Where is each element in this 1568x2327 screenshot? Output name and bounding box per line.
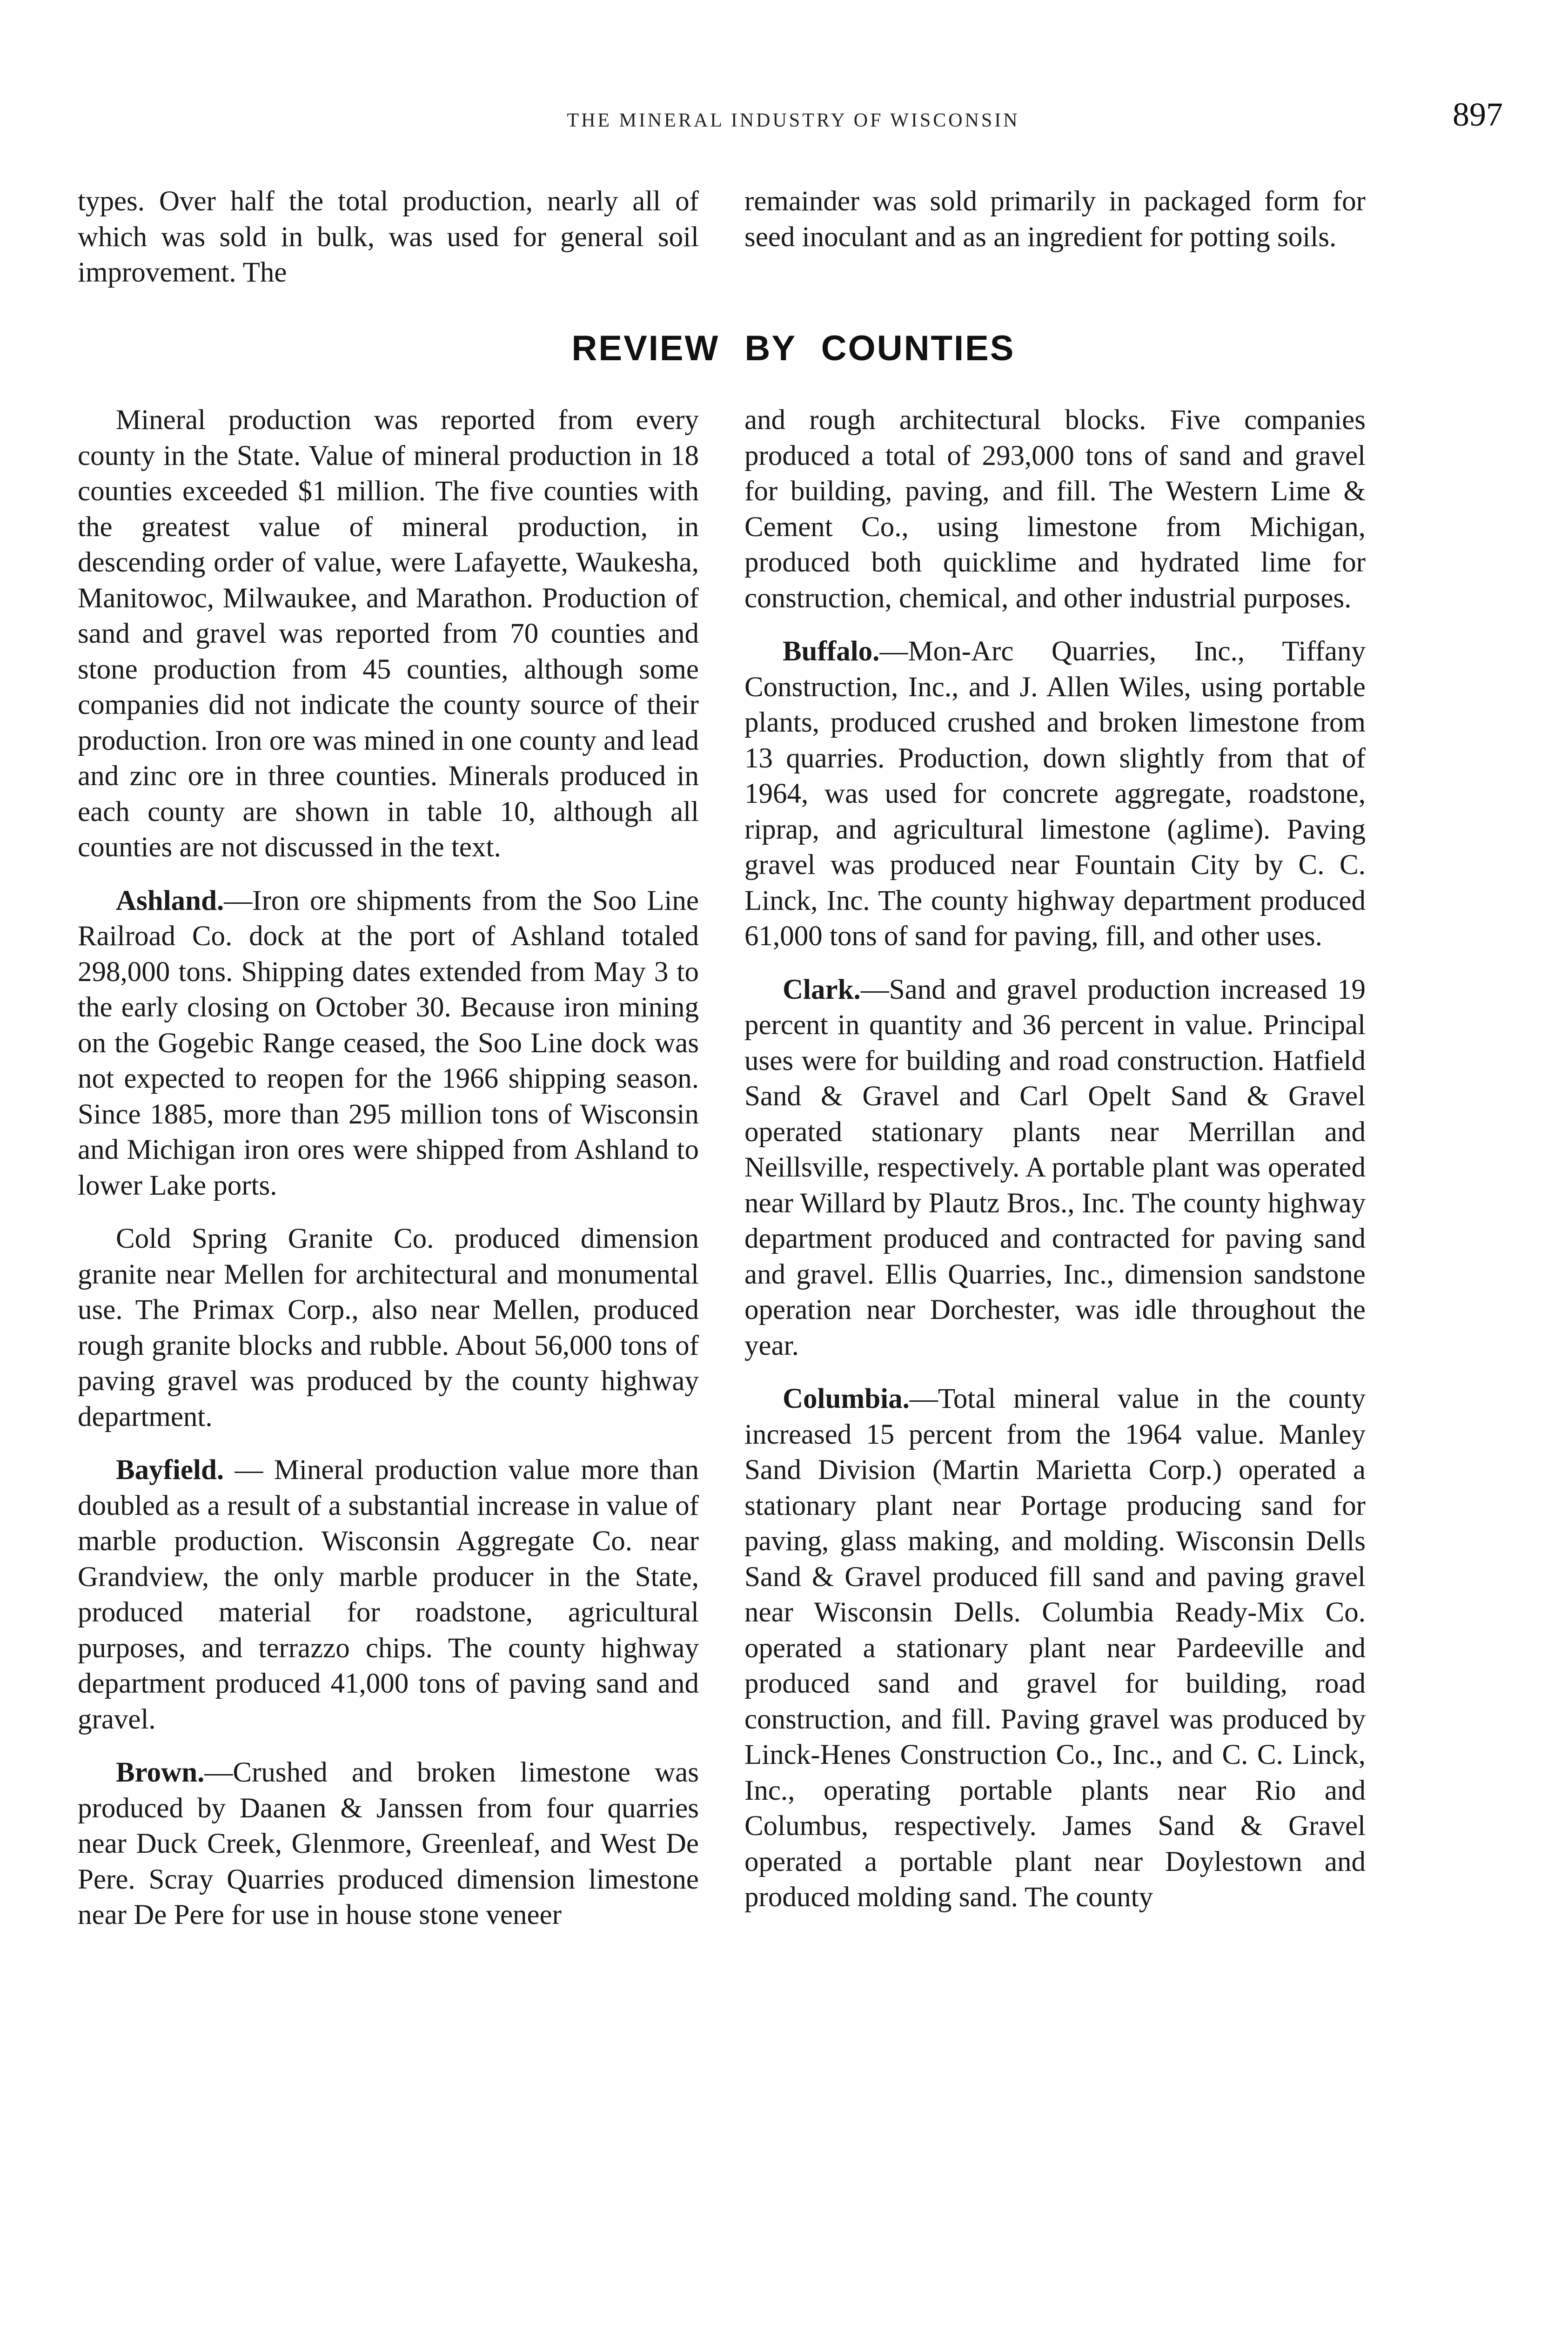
columbia-text: —Total mineral value in the county increased 15 percent from the 1964 value. Manley Sand Division (Martin Marietta Corp.) operated a stationary plant near Portage producing sand for paving, glass making, and molding. Wisconsin Dells Sand & Gravel produced fill sand and paving gravel near Wisconsin Dells. Columbia Ready-Mix Co. operated a stationary plant near Pardeeville and produced sand and gravel for building, road construction, and fill. Paving gravel was produced by Linck-Henes Construction Co., Inc., and C. C. Linck, Inc., operating portable plants near Rio and Columbus, respectively. James Sand & Gravel operated a portable plant near Doylestown and produced molding sand. The county — [744, 1383, 1366, 1913]
running-head: THE MINERAL INDUSTRY OF WISCONSIN — [567, 110, 1020, 131]
intro-left-paragraph: types. Over half the total production, nearly all of which was sold in bulk, was used for general soil improvement. The — [78, 186, 699, 288]
county-name-bayfield: Bayfield. — [116, 1454, 224, 1486]
intro-right-column — [744, 184, 1366, 255]
left-column — [78, 403, 699, 1933]
overview-paragraph: Mineral production was reported from every county in the State. Value of mineral production in 18 counties exceeded $1 million. The five counties with the greatest value of mineral production, in descending order of value, were Lafayette, Waukesha, Manitowoc, Milwaukee, and Marathon. Production of sand and gravel was reported from 70 counties and stone production from 45 counties, although some companies did not indicate the county source of their production. Iron ore was mined in one county and lead and zinc ore in three counties. Minerals produced in each county are shown in table 10, although all counties are not discussed in the text. — [78, 404, 699, 863]
intro-right-paragraph: remainder was sold primarily in packaged form for seed inoculant and as an ingredient for potting soils. — [744, 186, 1366, 253]
page-number: 897 — [1453, 96, 1503, 133]
county-name-brown: Brown. — [116, 1757, 205, 1788]
section-title: REVIEW BY COUNTIES — [571, 329, 1015, 368]
buffalo-text: —Mon-Arc Quarries, Inc., Tiffany Construction, Inc., and J. Allen Wiles, using portable plants, produced crushed and broken limestone from 13 quarries. Production, down slightly from that of 1964, was used for concrete aggregate, roadstone, riprap, and agricultural limestone (aglime). Paving gravel was produced near Fountain City by C. C. Linck, Inc. The county highway department produced 61,000 tons of sand for paving, fill, and other uses. — [744, 636, 1366, 952]
brown-text: —Crushed and broken limestone was produced by Daanen & Janssen from four quarries near Duck Creek, Glenmore, Greenleaf, and West De Pere. Scray Quarries produced dimension limestone near De Pere for use in house stone veneer — [78, 1757, 699, 1930]
right-column — [744, 403, 1366, 1916]
columbia-paragraph — [744, 1381, 1366, 1916]
ashland-paragraph-2: Cold Spring Granite Co. produced dimension granite near Mellen for architectural and monumental use. The Primax Corp., also near Mellen, produced rough granite blocks and rubble. About 56,000 tons of paving gravel was produced by the county highway department. — [78, 1223, 699, 1433]
ashland-paragraph — [78, 883, 699, 1204]
county-name-ashland: Ashland. — [116, 885, 224, 916]
county-name-clark: Clark. — [783, 974, 861, 1005]
brown-continued-paragraph: and rough architectural blocks. Five companies produced a total of 293,000 tons of sand and gravel for building, paving, and fill. The Western Lime & Cement Co., using limestone from Michigan, produced both quicklime and hydrated lime for construction, chemical, and other industrial purposes. — [744, 404, 1366, 614]
ashland-text: —Iron ore shipments from the Soo Line Railroad Co. dock at the port of Ashland totaled 298,000 tons. Shipping dates extended from May 3 to the early closing on October 30. Because iron mining on the Gogebic Range ceased, the Soo Line dock was not expected to reopen for the 1966 shipping season. Since 1885, more than 295 million tons of Wisconsin and Michigan iron ores were shipped from Ashland to lower Lake ports. — [78, 885, 699, 1201]
clark-text: —Sand and gravel production increased 19 percent in quantity and 36 percent in value. Principal uses were for building and road construction. Hatfield Sand & Gravel and Carl Opelt Sand & Gravel operated stationary plants near Merrillan and Neillsville, respectively. A portable plant was operated near Willard by Plautz Bros., Inc. The county highway department produced and contracted for paving sand and gravel. Ellis Quarries, Inc., dimension sandstone operation near Dorchester, was idle throughout the year. — [744, 974, 1366, 1361]
clark-paragraph — [744, 972, 1366, 1364]
page-header — [84, 95, 1503, 142]
brown-paragraph — [78, 1755, 699, 1933]
buffalo-paragraph — [744, 634, 1366, 955]
county-name-columbia: Columbia. — [783, 1383, 910, 1414]
county-name-buffalo: Buffalo. — [783, 636, 880, 667]
intro-left-column — [78, 184, 699, 291]
bayfield-text: — Mineral production value more than doubled as a result of a substantial increase in value of marble production. Wisconsin Aggregate Co. near Grandview, the only marble producer in the State, produced material for roadstone, agricultural purposes, and terrazzo chips. The county highway department produced 41,000 tons of paving sand and gravel. — [78, 1454, 699, 1735]
bayfield-paragraph — [78, 1453, 699, 1737]
